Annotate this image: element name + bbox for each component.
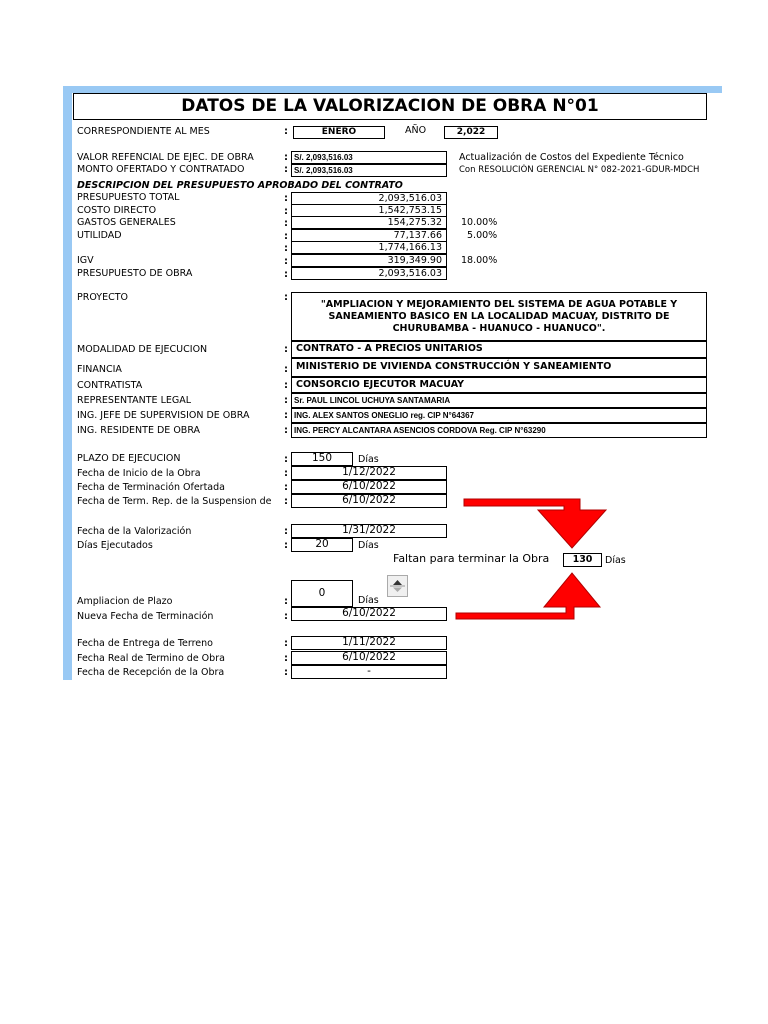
colon: : xyxy=(284,482,288,493)
presupuesto-row-value[interactable]: 2,093,516.03 xyxy=(291,267,447,280)
anio-value[interactable]: 2,022 xyxy=(444,126,498,139)
ampliacion-unit: Días xyxy=(358,595,379,606)
top-blue-strip xyxy=(63,86,722,93)
colon: : xyxy=(284,380,288,391)
modalidad-value[interactable]: CONTRATO - A PRECIOS UNITARIOS xyxy=(291,341,707,358)
colon: : xyxy=(284,425,288,436)
colon: : xyxy=(284,164,288,175)
colon: : xyxy=(284,126,288,137)
presupuesto-row-value[interactable]: 154,275.32 xyxy=(291,216,447,229)
residente-value[interactable]: ING. PERCY ALCANTARA ASENCIOS CORDOVA Reg. CIP N°63290 xyxy=(291,423,707,438)
recepcion-value[interactable]: - xyxy=(291,665,447,679)
mes-value[interactable]: ENERO xyxy=(293,126,385,139)
presupuesto-row-pct: 10.00% xyxy=(461,217,498,228)
mes-label: CORRESPONDIENTE AL MES xyxy=(77,126,210,137)
nueva-fecha-label: Nueva Fecha de Terminación xyxy=(77,611,214,622)
fecha-term-rep-value[interactable]: 6/10/2022 xyxy=(291,494,447,508)
faltan-label: Faltan para terminar la Obra xyxy=(393,552,550,565)
colon: : xyxy=(284,395,288,406)
spinner-arrows-icon xyxy=(388,576,407,596)
monto-value[interactable]: S/. 2,093,516.03 xyxy=(291,164,447,177)
proyecto-value[interactable]: "AMPLIACION Y MEJORAMIENTO DEL SISTEMA DE AGUA POTABLE Y SANEAMIENTO BASICO EN LA LOCALIDAD MACUAY, DISTRITO DE CHURUBAMBA - HUANUCO - HUANUCO". xyxy=(291,292,707,341)
note-line2: Con RESOLUCIÓN GERENCIAL N° 082-2021-GDUR-MDCH xyxy=(459,165,700,175)
presupuesto-row-label: COSTO DIRECTO xyxy=(77,205,157,216)
anio-label: AÑO xyxy=(405,125,427,136)
presupuesto-row-pct: 18.00% xyxy=(461,255,498,266)
colon: : xyxy=(284,231,288,242)
fecha-inicio-value[interactable]: 1/12/2022 xyxy=(291,466,447,480)
financia-value[interactable]: MINISTERIO DE VIVIENDA CONSTRUCCIÓN Y SANEAMIENTO xyxy=(291,358,707,377)
presupuesto-row-value[interactable]: 77,137.66 xyxy=(291,229,447,242)
presupuesto-row-label: UTILIDAD xyxy=(77,230,122,241)
fecha-term-ofertada-label: Fecha de Terminación Ofertada xyxy=(77,482,225,493)
colon: : xyxy=(284,152,288,163)
residente-label: ING. RESIDENTE DE OBRA xyxy=(77,425,201,436)
colon: : xyxy=(284,468,288,479)
colon: : xyxy=(284,526,288,537)
contratista-label: CONTRATISTA xyxy=(77,380,143,391)
termino-real-value[interactable]: 6/10/2022 xyxy=(291,651,447,665)
presupuesto-row-value[interactable]: 1,774,166.13 xyxy=(291,241,447,254)
colon: : xyxy=(284,218,288,229)
colon: : xyxy=(284,638,288,649)
presupuesto-heading: DESCRIPCION DEL PRESUPUESTO APROBADO DEL CONTRATO xyxy=(77,180,403,191)
colon: : xyxy=(284,410,288,421)
presupuesto-row-value[interactable]: 319,349.90 xyxy=(291,254,447,267)
colon: : xyxy=(284,596,288,607)
colon: : xyxy=(284,540,288,551)
colon: : xyxy=(284,611,288,622)
colon: : xyxy=(284,292,288,303)
presupuesto-row-value[interactable]: 1,542,753.15 xyxy=(291,204,447,217)
colon: : xyxy=(284,364,288,375)
colon: : xyxy=(284,269,288,280)
supervisor-label: ING. JEFE DE SUPERVISION DE OBRA xyxy=(77,410,250,421)
colon: : xyxy=(284,653,288,664)
proyecto-label: PROYECTO xyxy=(77,292,129,303)
presupuesto-row-label: IGV xyxy=(77,255,94,266)
fecha-term-ofertada-value[interactable]: 6/10/2022 xyxy=(291,480,447,494)
termino-real-label: Fecha Real de Termino de Obra xyxy=(77,653,225,664)
ampliacion-label: Ampliacion de Plazo xyxy=(77,596,173,607)
colon: : xyxy=(284,256,288,267)
fecha-inicio-label: Fecha de Inicio de la Obra xyxy=(77,468,201,479)
colon: : xyxy=(284,667,288,678)
presupuesto-row-value[interactable]: 2,093,516.03 xyxy=(291,192,447,205)
monto-label: MONTO OFERTADO Y CONTRATADO xyxy=(77,164,245,175)
financia-label: FINANCIA xyxy=(77,364,122,375)
left-blue-strip xyxy=(63,86,72,680)
red-arrow-up-icon xyxy=(452,570,612,620)
note-line1: Actualización de Costos del Expediente Técnico xyxy=(459,152,684,163)
colon: : xyxy=(284,496,288,507)
colon: : xyxy=(284,344,288,355)
presupuesto-row-pct: 5.00% xyxy=(467,230,498,241)
presupuesto-row-label: GASTOS GENERALES xyxy=(77,217,176,228)
fecha-valorizacion-value[interactable]: 1/31/2022 xyxy=(291,524,447,538)
presupuesto-row-label: PRESUPUESTO TOTAL xyxy=(77,192,180,203)
dias-ejecutados-unit: Días xyxy=(358,540,379,551)
colon: : xyxy=(284,206,288,217)
plazo-value[interactable]: 150 xyxy=(291,452,353,466)
plazo-unit: Días xyxy=(358,454,379,465)
entrega-terreno-label: Fecha de Entrega de Terreno xyxy=(77,638,213,649)
dias-ejecutados-value[interactable]: 20 xyxy=(291,538,353,552)
dias-ejecutados-label: Días Ejecutados xyxy=(77,540,153,551)
representante-value[interactable]: Sr. PAUL LINCOL UCHUYA SANTAMARIA xyxy=(291,393,707,408)
nueva-fecha-value[interactable]: 6/10/2022 xyxy=(291,607,447,621)
valor-ref-value[interactable]: S/. 2,093,516.03 xyxy=(291,151,447,164)
recepcion-label: Fecha de Recepción de la Obra xyxy=(77,667,225,678)
ampliacion-value[interactable]: 0 xyxy=(291,580,353,607)
fecha-valorizacion-label: Fecha de la Valorización xyxy=(77,526,192,537)
plazo-label: PLAZO DE EJECUCION xyxy=(77,453,181,464)
valor-ref-label: VALOR REFENCIAL DE EJEC. DE OBRA xyxy=(77,152,254,163)
representante-label: REPRESENTANTE LEGAL xyxy=(77,395,192,406)
colon: : xyxy=(284,454,288,465)
red-arrow-down-icon xyxy=(460,497,610,551)
modalidad-label: MODALIDAD DE EJECUCION xyxy=(77,344,208,355)
entrega-terreno-value[interactable]: 1/11/2022 xyxy=(291,636,447,650)
colon: : xyxy=(284,193,288,204)
fecha-term-rep-label: Fecha de Term. Rep. de la Suspension de xyxy=(77,496,272,507)
page-title: DATOS DE LA VALORIZACION DE OBRA N°01 xyxy=(73,93,707,120)
faltan-value[interactable]: 130 xyxy=(563,553,602,567)
faltan-unit: Días xyxy=(605,555,626,566)
supervisor-value[interactable]: ING. ALEX SANTOS ONEGLIO reg. CIP N°64367 xyxy=(291,408,707,423)
contratista-value[interactable]: CONSORCIO EJECUTOR MACUAY xyxy=(291,377,707,393)
presupuesto-row-label: PRESUPUESTO DE OBRA xyxy=(77,268,193,279)
colon: : xyxy=(284,243,288,254)
ampliacion-spinner[interactable] xyxy=(387,575,408,597)
